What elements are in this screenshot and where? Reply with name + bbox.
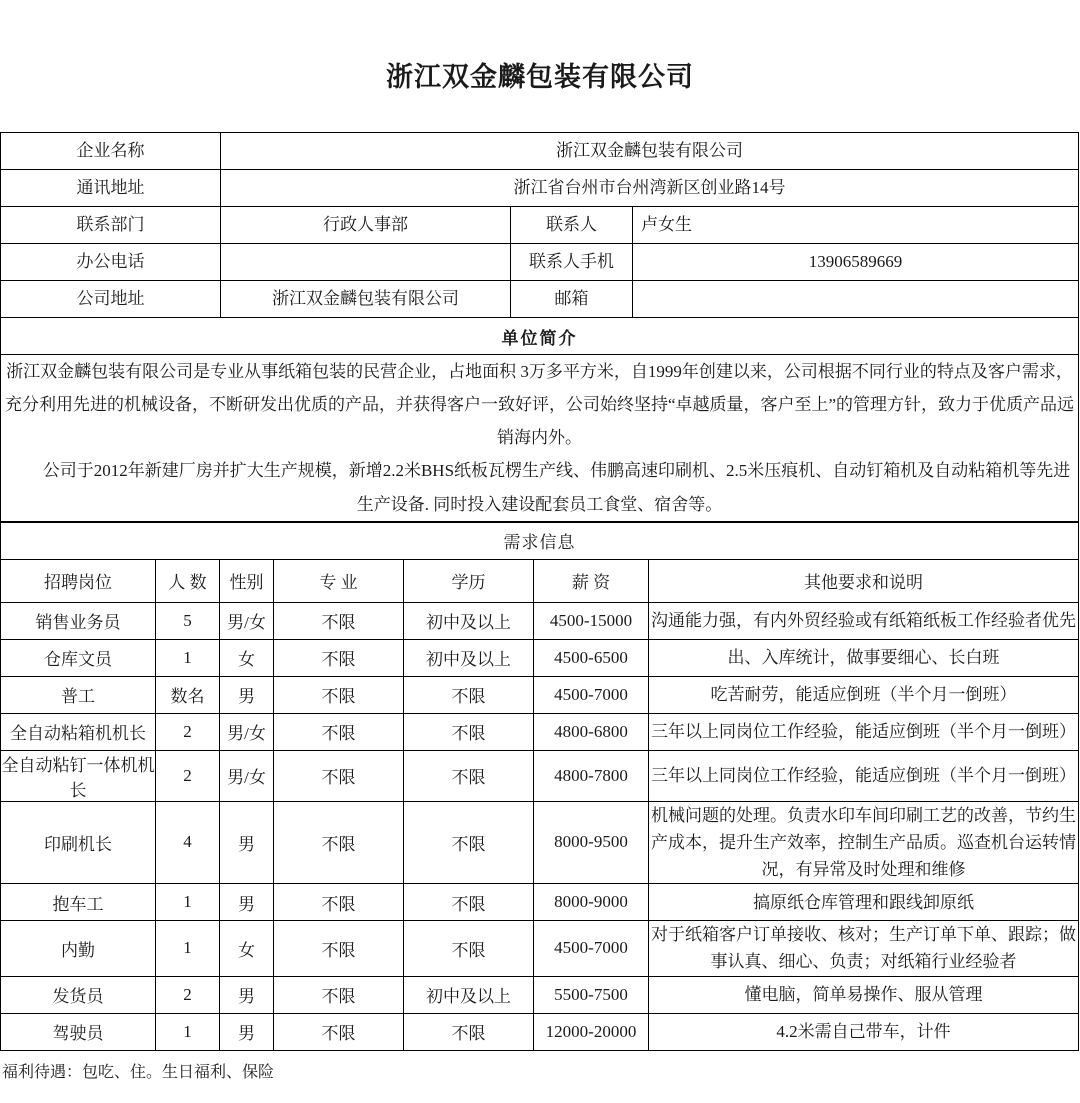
- cell-count: 2: [156, 750, 220, 801]
- cell-education: 初中及以上: [404, 639, 534, 676]
- cell-education: 不限: [404, 713, 534, 750]
- value-mail-address: [221, 170, 1079, 207]
- value-office-phone: [221, 244, 511, 281]
- cell-education: 不限: [404, 801, 534, 884]
- cell-position: 仓库文员: [1, 639, 156, 676]
- cell-count: 2: [156, 713, 220, 750]
- cell-position: 全自动粘箱机机长: [1, 713, 156, 750]
- cell-gender: 男/女: [220, 750, 274, 801]
- label-office-phone: [1, 244, 221, 281]
- intro-body: [1, 355, 1079, 522]
- value-company-address-text: 浙江双金麟包装有限公司: [272, 288, 459, 308]
- intro-paragraph-2: 公司于2012年新建厂房并扩大生产规模，新增2.2米BHS纸板瓦楞生产线、伟鹏高速印刷机、2.5米压痕机、自动钉箱机及自动粘箱机等先进生产设备. 同时投入建设配套员工食堂、宿舍等。: [42, 461, 1071, 514]
- cell-gender: 男: [220, 801, 274, 884]
- table-row: [1, 207, 1079, 244]
- cell-position: 普工: [1, 676, 156, 713]
- column-header-major: 专 业: [274, 559, 404, 602]
- column-header-count: 人 数: [156, 559, 220, 602]
- cell-education: 初中及以上: [404, 602, 534, 639]
- table-row: [1, 976, 1079, 1013]
- cell-position: 驾驶员: [1, 1013, 156, 1050]
- cell-salary: 8000-9000: [534, 884, 649, 921]
- label-department-text: 联系部门: [76, 214, 145, 234]
- intro-heading: [1, 318, 1079, 355]
- cell-salary: 4500-7000: [534, 921, 649, 976]
- label-email: [511, 281, 633, 318]
- cell-gender: 女: [220, 921, 274, 976]
- cell-count: 2: [156, 976, 220, 1013]
- cell-salary: 5500-7500: [534, 976, 649, 1013]
- cell-major: 不限: [274, 976, 404, 1013]
- page-title: 浙江双金麟包装有限公司: [386, 62, 694, 92]
- label-mail-address-text: 通讯地址: [76, 177, 145, 197]
- cell-notes: 沟通能力强，有内外贸经验或有纸箱纸板工作经验者优先: [649, 602, 1079, 639]
- cell-major: 不限: [274, 921, 404, 976]
- intro-paragraph-1: 浙江双金麟包装有限公司是专业从事纸箱包装的民营企业，占地面积 3万多平方米，自1999年创建以来，公司根据不同行业的特点及客户需求，充分利用先进的机械设备，不断研发出优质的产品，并获得客户一致好评，公司始终坚持“卓越质量，客户至上”的管理方针，致力于优质产品远销海内外。: [4, 362, 1075, 448]
- cell-count: 1: [156, 884, 220, 921]
- table-row: [1, 355, 1079, 522]
- label-contact-person-text: 联系人: [546, 214, 597, 234]
- value-company-name-text: 浙江双金麟包装有限公司: [556, 140, 743, 160]
- cell-position: 抱车工: [1, 884, 156, 921]
- jobs-heading-text: 需求信息: [503, 533, 576, 553]
- table-row: [1, 133, 1079, 170]
- table-row: [1, 639, 1079, 676]
- column-header-position: 招聘岗位: [1, 559, 156, 602]
- cell-education: 不限: [404, 1013, 534, 1050]
- label-email-text: 邮箱: [554, 288, 589, 308]
- job-requirements-table: [0, 522, 1079, 1051]
- value-department-text: 行政人事部: [323, 214, 408, 234]
- value-email-text: [633, 293, 1078, 305]
- label-mobile-phone: [511, 244, 633, 281]
- value-department: [221, 207, 511, 244]
- cell-notes: 三年以上同岗位工作经验，能适应倒班（半个月一倒班）: [649, 713, 1079, 750]
- cell-gender: 男: [220, 1013, 274, 1050]
- company-info-table: [0, 132, 1079, 522]
- value-contact-person-text: 卢女生: [641, 214, 692, 234]
- cell-gender: 男/女: [220, 602, 274, 639]
- table-row: [1, 801, 1079, 884]
- cell-position: 全自动粘钉一体机机长: [1, 750, 156, 801]
- cell-salary: 4500-7000: [534, 676, 649, 713]
- label-company-address-text: 公司地址: [76, 288, 145, 308]
- value-contact-person: [633, 207, 1079, 244]
- value-email: [633, 281, 1079, 318]
- cell-major: 不限: [274, 884, 404, 921]
- table-row: [1, 318, 1079, 355]
- cell-notes: 机械问题的处理。负责水印车间印刷工艺的改善，节约生产成本，提升生产效率，控制生产品质。巡查机台运转情况，有异常及时处理和维修: [649, 801, 1079, 884]
- table-row: [1, 1013, 1079, 1050]
- cell-position: 发货员: [1, 976, 156, 1013]
- cell-notes: 出、入库统计，做事要细心、长白班: [649, 639, 1079, 676]
- cell-education: 不限: [404, 676, 534, 713]
- cell-gender: 女: [220, 639, 274, 676]
- table-row: [1, 522, 1079, 559]
- value-mail-address-text: 浙江省台州市台州湾新区创业路14号: [513, 177, 786, 197]
- cell-count: 5: [156, 602, 220, 639]
- table-row: [1, 281, 1079, 318]
- label-company-address: [1, 281, 221, 318]
- cell-notes: 4.2米需自己带车，计件: [649, 1013, 1079, 1050]
- column-header-notes: 其他要求和说明: [649, 559, 1079, 602]
- cell-salary: 4500-6500: [534, 639, 649, 676]
- cell-gender: 男: [220, 976, 274, 1013]
- table-row: [1, 921, 1079, 976]
- cell-major: 不限: [274, 1013, 404, 1050]
- cell-education: 不限: [404, 750, 534, 801]
- cell-salary: 4800-6800: [534, 713, 649, 750]
- column-header-gender: 性别: [220, 559, 274, 602]
- label-contact-person: [511, 207, 633, 244]
- cell-count: 1: [156, 1013, 220, 1050]
- cell-education: 不限: [404, 921, 534, 976]
- cell-major: 不限: [274, 713, 404, 750]
- intro-heading-text: 单位简介: [501, 328, 578, 348]
- cell-notes: 搞原纸仓库管理和跟线卸原纸: [649, 884, 1079, 921]
- jobs-heading: [1, 522, 1079, 559]
- label-department: [1, 207, 221, 244]
- value-mobile-phone: [633, 244, 1079, 281]
- cell-notes: 对于纸箱客户订单接收、核对；生产订单下单、跟踪；做事认真、细心、负责；对纸箱行业经验者: [649, 921, 1079, 976]
- label-mobile-phone-text: 联系人手机: [529, 251, 614, 271]
- label-mail-address: [1, 170, 221, 207]
- table-row: [1, 713, 1079, 750]
- cell-position: 销售业务员: [1, 602, 156, 639]
- cell-salary: 8000-9500: [534, 801, 649, 884]
- welfare-note: 福利待遇：包吃、住。生日福利、保险: [2, 1063, 275, 1081]
- cell-salary: 4500-15000: [534, 602, 649, 639]
- cell-position: 印刷机长: [1, 801, 156, 884]
- table-row: [1, 750, 1079, 801]
- cell-gender: 男: [220, 676, 274, 713]
- cell-major: 不限: [274, 639, 404, 676]
- value-company-name: [221, 133, 1079, 170]
- table-row: [1, 170, 1079, 207]
- cell-major: 不限: [274, 750, 404, 801]
- column-header-education: 学历: [404, 559, 534, 602]
- label-company-name: [1, 133, 221, 170]
- cell-gender: 男: [220, 884, 274, 921]
- value-company-address: [221, 281, 511, 318]
- cell-education: 不限: [404, 884, 534, 921]
- value-office-phone-text: [221, 256, 510, 268]
- column-header-salary: 薪 资: [534, 559, 649, 602]
- table-row: [1, 244, 1079, 281]
- table-row: [1, 676, 1079, 713]
- table-header-row: [1, 559, 1079, 602]
- table-row: [1, 602, 1079, 639]
- cell-notes: 三年以上同岗位工作经验，能适应倒班（半个月一倒班）: [649, 750, 1079, 801]
- cell-salary: 12000-20000: [534, 1013, 649, 1050]
- label-office-phone-text: 办公电话: [76, 251, 145, 271]
- cell-count: 数名: [156, 676, 220, 713]
- cell-notes: 懂电脑，简单易操作、服从管理: [649, 976, 1079, 1013]
- cell-position: 内勤: [1, 921, 156, 976]
- cell-count: 1: [156, 639, 220, 676]
- cell-count: 1: [156, 921, 220, 976]
- value-mobile-phone-text: 13906589669: [808, 251, 903, 271]
- label-company-name-text: 企业名称: [76, 140, 145, 160]
- cell-major: 不限: [274, 801, 404, 884]
- cell-count: 4: [156, 801, 220, 884]
- cell-education: 初中及以上: [404, 976, 534, 1013]
- table-row: [1, 884, 1079, 921]
- cell-gender: 男/女: [220, 713, 274, 750]
- cell-major: 不限: [274, 602, 404, 639]
- cell-notes: 吃苦耐劳，能适应倒班（半个月一倒班）: [649, 676, 1079, 713]
- cell-salary: 4800-7800: [534, 750, 649, 801]
- cell-major: 不限: [274, 676, 404, 713]
